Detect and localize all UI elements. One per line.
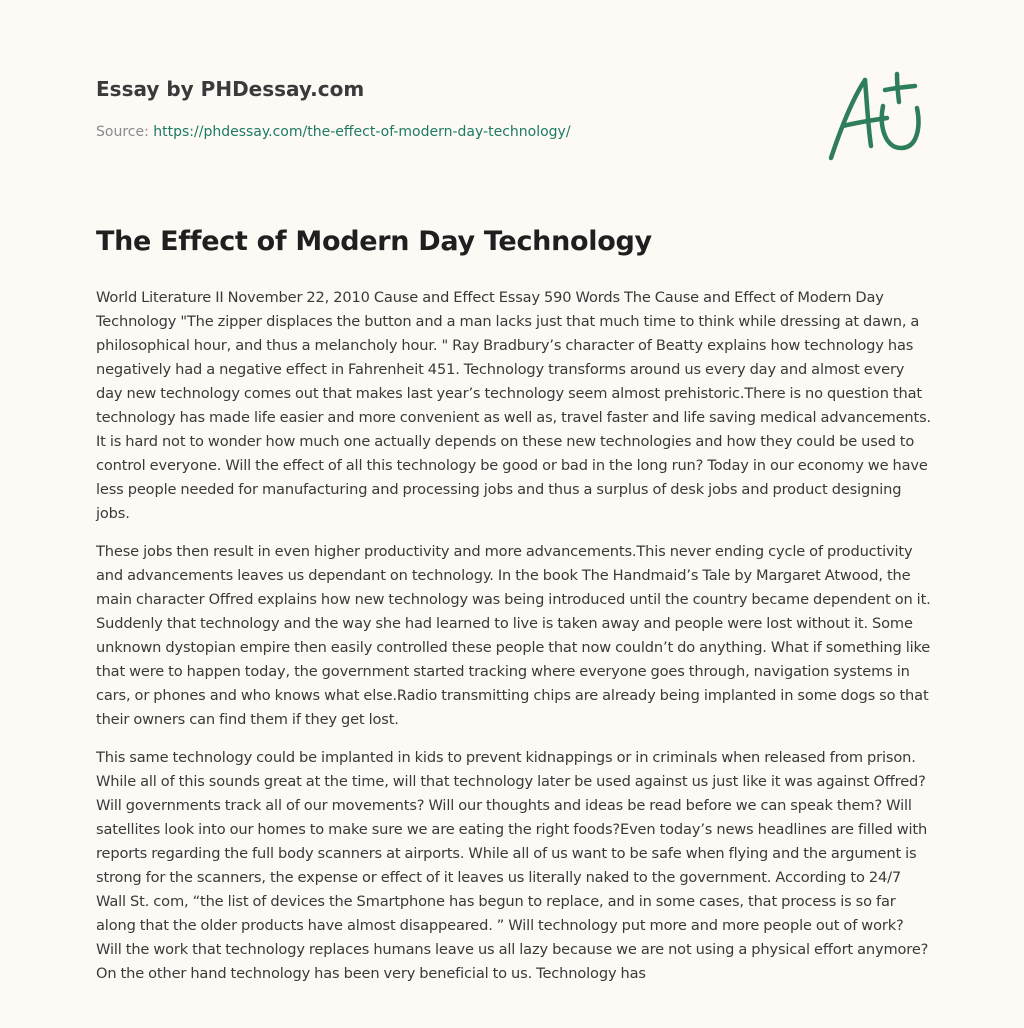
source-line <box>96 124 571 140</box>
essay-paragraph-3: This same technology could be implanted in kids to prevent kidnappings or in criminals when released from prison. While all of this sounds great at the time, will that technology later be used against us just like it was against Offred? Will governments track all of our movements? Will our thoughts and ideas be read before we can speak them? Will satellites look into our homes to make sure we are eating the right foods?Even today’s news headlines are filled with reports regarding the full body scanners at airports. While all of us want to be safe when flying and the argument is strong for the scanners, the expense or effect of it leaves us literally naked to the government. According to 24/7 Wall St. com, “the list of devices the Smartphone has begun to replace, and in some cases, that process is so far along that the older products have almost disappeared. ” Will technology put more and more people out of work? Will the work that technology replaces humans leave us all lazy because we are not using a physical effort anymore?On the other hand technology has been very beneficial to us. Technology has <box>96 749 929 982</box>
site-brand: Essay by PHDessay.com <box>96 77 365 101</box>
source-link[interactable]: https://phdessay.com/the-effect-of-modern-day-technology/ <box>153 124 571 140</box>
essay-body <box>96 286 932 1000</box>
essay-paragraph-1: World Literature II November 22, 2010 Cause and Effect Essay 590 Words The Cause and Effect of Modern Day Technology "The zipper displaces the button and a man lacks just that much time to think while dressing at dawn, a philosophical hour, and thus a melancholy hour. " Ray Bradbury’s character of Beatty explains how technology has negatively had a negative effect in Fahrenheit 451. Technology transforms around us every day and almost every day new technology comes out that makes last year’s technology seem almost prehistoric.There is no question that technology has made life easier and more convenient as well as, travel faster and life saving medical advancements. It is hard not to wonder how much one actually depends on these new technologies and how they could be used to control everyone. Will the effect of all this technology be good or bad in the long run? Today in our economy we have less people needed for manufacturing and processing jobs and thus a surplus of desk jobs and product designing jobs. <box>96 289 932 522</box>
a-plus-logo-icon <box>821 68 929 164</box>
source-label: Source: <box>96 124 149 140</box>
essay-title: The Effect of Modern Day Technology <box>96 226 652 257</box>
essay-paragraph-2: These jobs then result in even higher productivity and more advancements.This never ending cycle of productivity and advancements leaves us dependant on technology. In the book The Handmaid’s Tale by Margaret Atwood, the main character Offred explains how new technology was being introduced until the country became dependent on it. Suddenly that technology and the way she had learned to live is taken away and people were lost without it. Some unknown dystopian empire then easily controlled these people that now couldn’t do anything. What if something like that were to happen today, the government started tracking where everyone goes through, navigation systems in cars, or phones and who knows what else.Radio transmitting chips are already being implanted in some dogs so that their owners can find them if they get lost. <box>96 543 931 728</box>
